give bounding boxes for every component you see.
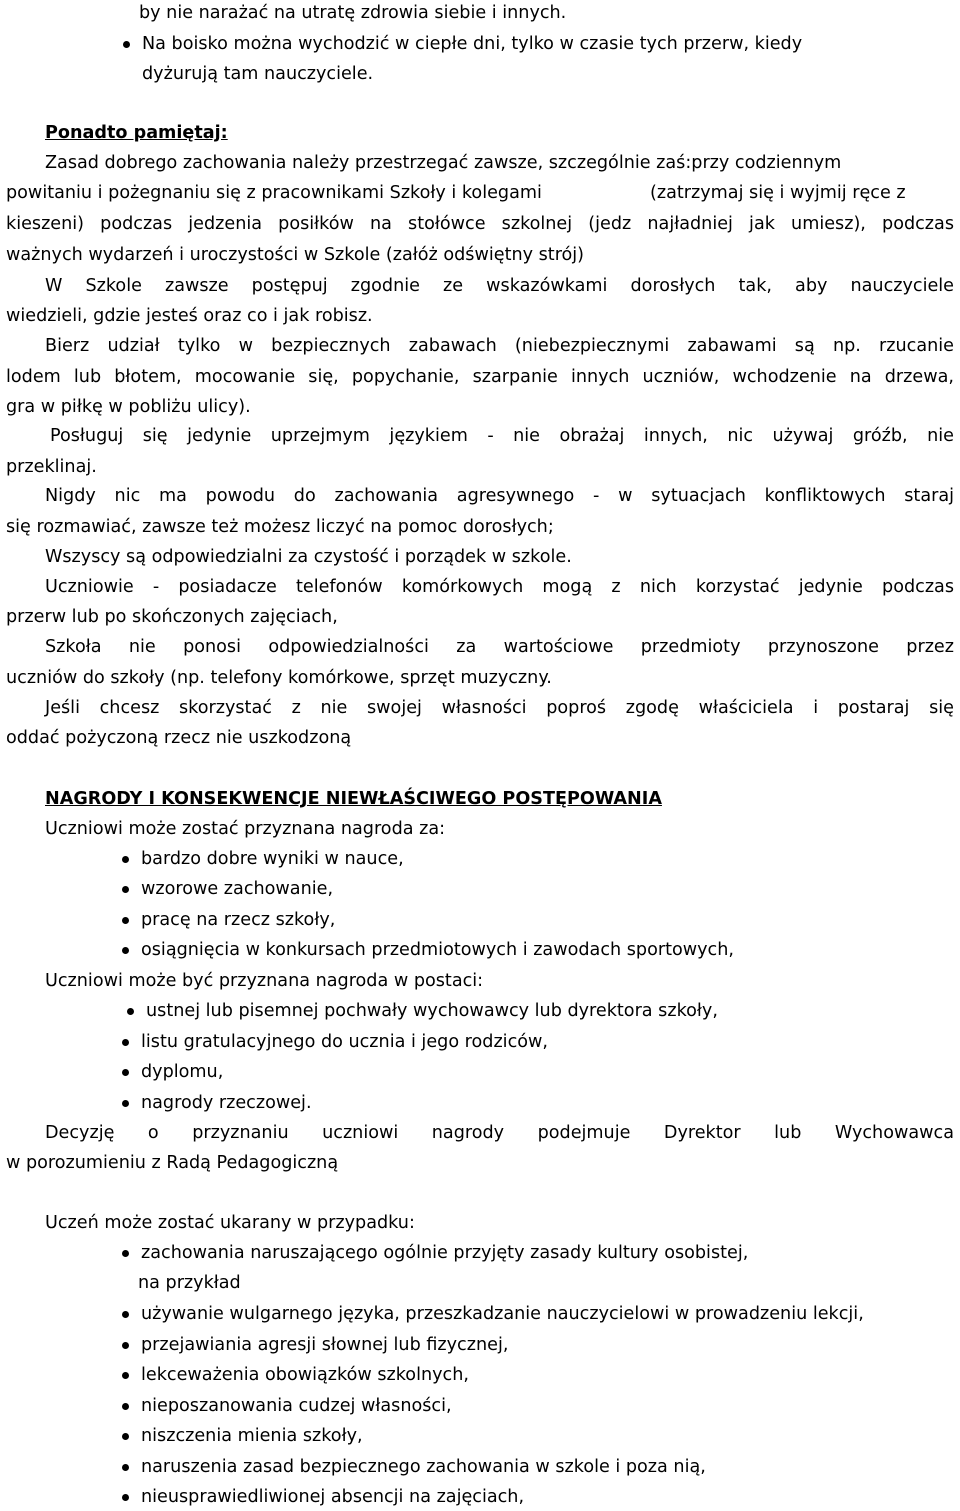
paragraph-line: uczniów do szkoły (np. telefony komórkowe, sprzęt muzyczny. <box>6 668 552 688</box>
list-intro: Uczniowi może zostać przyznana nagroda za: <box>45 819 446 839</box>
list-item: wzorowe zachowanie, <box>141 879 334 899</box>
paragraph-line: Nigdy nic ma powodu do zachowania agresywnego - w sytuacjach konfliktowych staraj <box>45 486 954 506</box>
bullet-item-continuation: dyżurują tam nauczyciele. <box>142 64 374 84</box>
list-item: nagrody rzeczowej. <box>141 1093 312 1113</box>
list-item: używanie wulgarnego języka, przeszkadzanie nauczycielowi w prowadzeniu lekcji, <box>141 1304 864 1324</box>
list-item: listu gratulacyjnego do ucznia i jego rodziców, <box>141 1032 548 1052</box>
list-item: naruszenia zasad bezpiecznego zachowania w szkole i poza nią, <box>141 1457 706 1477</box>
paragraph-line: Wszyscy są odpowiedzialni za czystość i porządek w szkole. <box>45 547 572 567</box>
paragraph-line: wiedzieli, gdzie jesteś oraz co i jak robisz. <box>6 306 373 326</box>
list-item: nieusprawiedliwionej absencji na zajęciach, <box>141 1487 525 1507</box>
section-heading: NAGRODY I KONSEKWENCJE NIEWŁAŚCIWEGO POSTĘPOWANIA <box>45 789 662 809</box>
list-item: niszczenia mienia szkoły, <box>141 1426 363 1446</box>
rules-heading: Ponadto pamiętaj: <box>45 123 228 143</box>
paragraph-line: (zatrzymaj się i wyjmij ręce z <box>650 183 906 203</box>
paragraph-line: oddać pożyczoną rzecz nie uszkodzoną <box>6 728 352 748</box>
list-item: pracę na rzecz szkoły, <box>141 910 336 930</box>
paragraph-line: ważnych wydarzeń i uroczystości w Szkole (załóż odświętny strój) <box>6 245 585 265</box>
paragraph-line: Posługuj się jedynie uprzejmym językiem - nie obrażaj innych, nic używaj gróźb, nie <box>50 426 954 446</box>
paragraph-line: przeklinaj. <box>6 457 97 477</box>
list-item: zachowania naruszającego ogólnie przyjęty zasady kultury osobistej, <box>141 1243 749 1263</box>
list-item-continuation: na przykład <box>138 1273 241 1293</box>
paragraph-line: Zasad dobrego zachowania należy przestrzegać zawsze, szczególnie zaś:przy codziennym <box>45 153 842 173</box>
list-intro: Uczniowi może być przyznana nagroda w postaci: <box>45 971 484 991</box>
paragraph-line: gra w piłkę w pobliżu ulicy). <box>6 397 251 417</box>
list-item: lekceważenia obowiązków szkolnych, <box>141 1365 469 1385</box>
paragraph-line: w porozumieniu z Radą Pedagogiczną <box>6 1153 339 1173</box>
paragraph-line: się rozmawiać, zawsze też możesz liczyć na pomoc dorosłych; <box>6 517 554 537</box>
paragraph-line: Bierz udział tylko w bezpiecznych zabawach (niebezpiecznymi zabawami są np. rzucanie <box>45 336 954 356</box>
list-item: nieposzanowania cudzej własności, <box>141 1396 452 1416</box>
paragraph-line: lodem lub błotem, mocowanie się, popychanie, szarpanie innych uczniów, wchodzenie na drzewa, <box>6 367 954 387</box>
list-item: dyplomu, <box>141 1062 224 1082</box>
paragraph-line: kieszeni) podczas jedzenia posiłków na stołówce szkolnej (jedz najładniej jak umiesz), podczas <box>6 214 954 234</box>
list-item: ustnej lub pisemnej pochwały wychowawcy lub dyrektora szkoły, <box>146 1001 718 1021</box>
paragraph-line: przerw lub po skończonych zajęciach, <box>6 607 338 627</box>
paragraph-line: W Szkole zawsze postępuj zgodnie ze wskazówkami dorosłych tak, aby nauczyciele <box>45 276 954 296</box>
intro-line: by nie narażać na utratę zdrowia siebie i innych. <box>139 3 567 23</box>
list-item: osiągnięcia w konkursach przedmiotowych i zawodach sportowych, <box>141 940 734 960</box>
paragraph-line: Uczniowie - posiadacze telefonów komórkowych mogą z nich korzystać jedynie podczas <box>45 577 954 597</box>
paragraph-line: Szkoła nie ponosi odpowiedzialności za wartościowe przedmioty przynoszone przez <box>45 637 954 657</box>
paragraph-line: powitaniu i pożegnaniu się z pracownikami Szkoły i kolegami <box>6 183 542 203</box>
paragraph-line: Decyzję o przyznaniu uczniowi nagrody podejmuje Dyrektor lub Wychowawca <box>45 1123 954 1143</box>
list-item: przejawiania agresji słownej lub fizycznej, <box>141 1335 509 1355</box>
list-intro: Uczeń może zostać ukarany w przypadku: <box>45 1213 415 1233</box>
bullet-item: Na boisko można wychodzić w ciepłe dni, tylko w czasie tych przerw, kiedy <box>142 34 803 54</box>
paragraph-line: Jeśli chcesz skorzystać z nie swojej własności poproś zgodę właściciela i postaraj się <box>45 698 954 718</box>
list-item: bardzo dobre wyniki w nauce, <box>141 849 404 869</box>
